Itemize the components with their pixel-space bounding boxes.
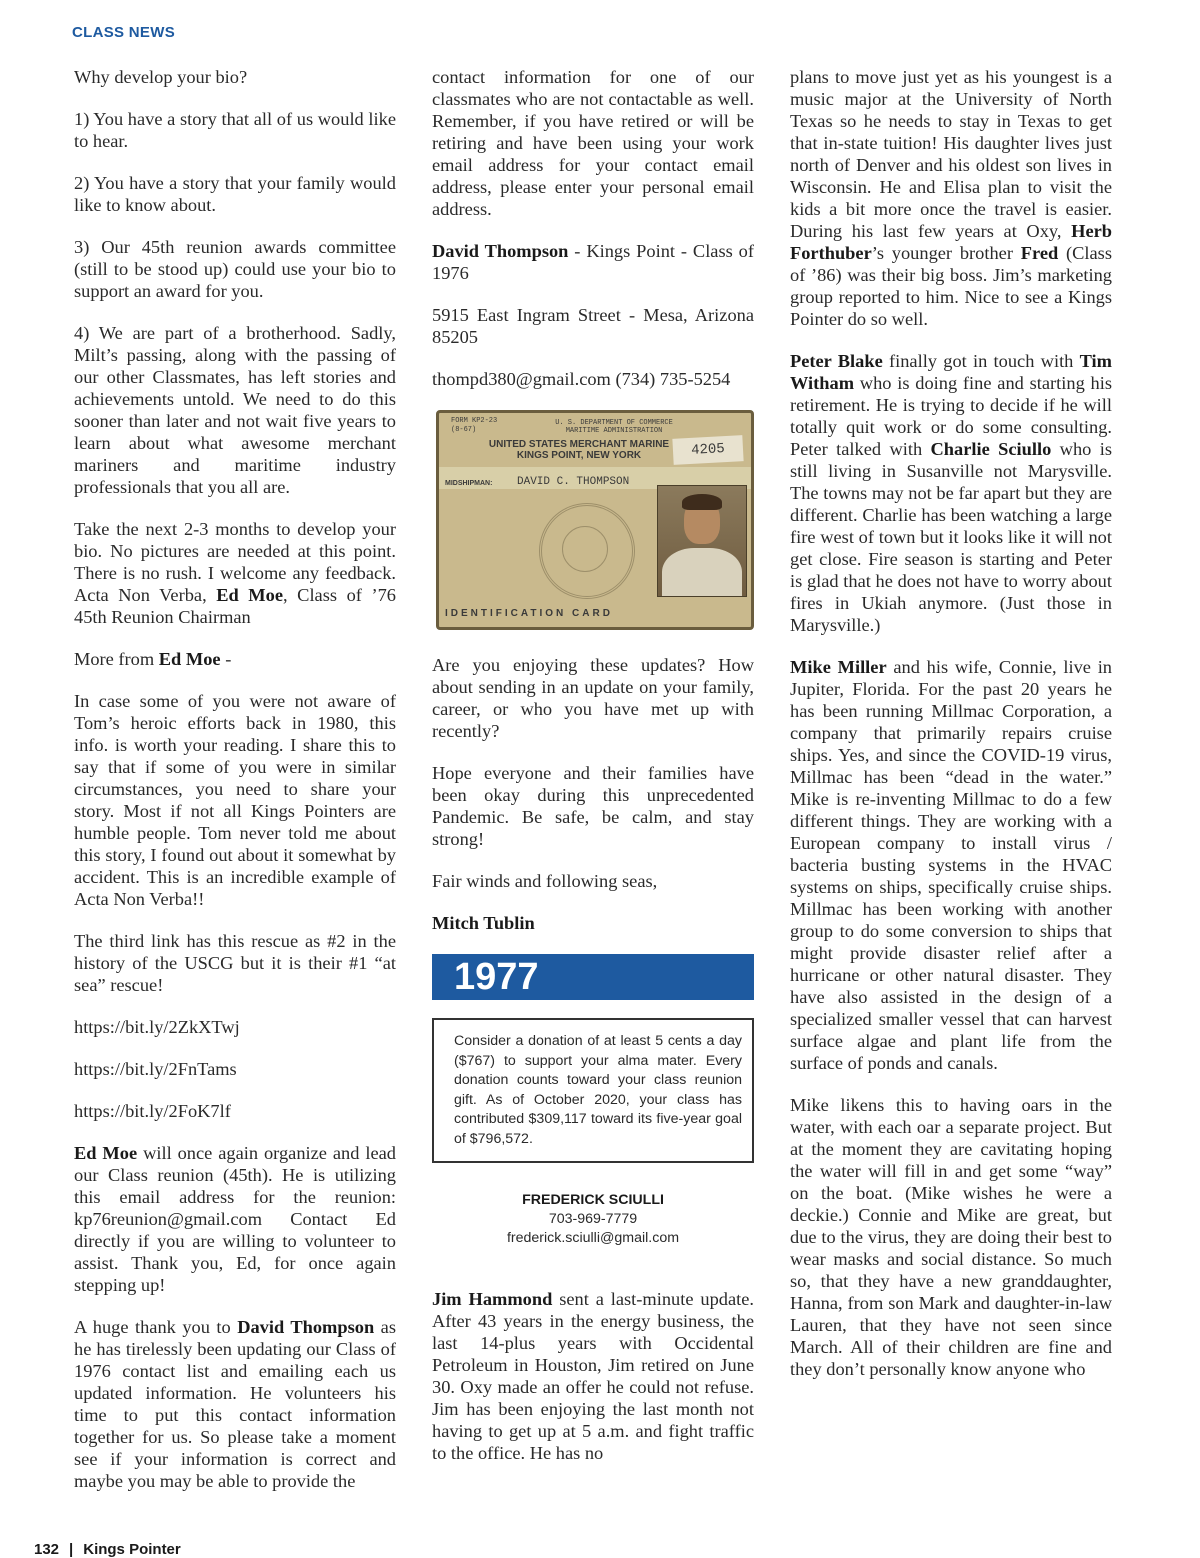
seal-icon — [539, 503, 635, 599]
paragraph: 1) You have a story that all of us would like to hear. — [74, 109, 396, 151]
paragraph: Why develop your bio? — [74, 67, 248, 87]
text-run: A huge thank you to — [74, 1317, 238, 1337]
paragraph — [74, 1142, 396, 1296]
section-header: CLASS NEWS — [72, 24, 176, 41]
paragraph: 4) We are part of a brotherhood. Sadly, Milt’s passing, along with the passing of our other Classmates, has left stories and achievements untold. We need to do this sooner than later and not wait five years to learn about what awesome merchant mariners and maritime industry professionals that you all are. — [74, 323, 396, 497]
link-2[interactable]: https://bit.ly/2FnTams — [74, 1059, 237, 1079]
text-run: who is still living in Susanville not Marysville. The towns may not be far apart but they are different. Charlie has been watching a large fire west of town but it looks like it will not get close. Fire season is starting and Peter is glad that he does not have to worry about fires in Ukiah anymore. (Just those in Marysville.) — [790, 439, 1112, 635]
paragraph — [790, 350, 1112, 636]
text-run: - Kings Point - Class of 1976 — [432, 241, 754, 283]
card-institution — [459, 439, 699, 461]
column-left — [74, 66, 396, 1512]
paragraph — [74, 518, 396, 628]
person-name: Herb Forthuber — [790, 221, 1112, 263]
text-run: Take the next 2-3 months to develop your bio. No pictures are needed at this point. There is no rush. I welcome any feedback. Acta Non Verba, — [74, 519, 396, 605]
card-name: DAVID C. THOMPSON — [517, 476, 630, 488]
paragraph — [790, 66, 1112, 330]
paragraph: Hope everyone and their families have been okay during this unprecedented Pandemic. Be safe, be calm, and stay strong! — [432, 763, 754, 849]
text-run: will once again organize and lead our Class reunion (45th). He is utilizing this email address for the reunion: kp76reunion@gmail.com Contact Ed directly if you are willing to volunteer to assist. Thank you, Ed, for once again stepping up! — [74, 1143, 396, 1295]
person-name: Ed Moe — [158, 649, 221, 669]
card-text: MARITIME ADMINISTRATION — [565, 427, 663, 435]
paragraph: In case some of you were not aware of Tom’s heroic efforts back in 1980, this info. is worth your reading. I share this to say that if some of you were in similar circumstances, you need to share your story. Most if not all Kings Pointers are humble people. Tom never told me about this story, I found out about it somewhat by accident. This is an incredible example of Acta Non Verba!! — [74, 691, 396, 909]
person-name: Peter Blake — [790, 351, 883, 371]
text-run: finally got in touch with — [882, 351, 1080, 371]
text-run: - — [220, 649, 232, 669]
contact-line: thompd380@gmail.com (734) 735-5254 — [432, 369, 731, 389]
footer-separator: | — [69, 1541, 74, 1558]
person-name: David Thompson — [432, 241, 569, 261]
portrait-hair — [682, 494, 722, 510]
paragraph: contact information for one of our classmates who are not contactable as well. Remember, if you have retired or will be retiring and have been using your work email address for your contact email address, please enter your personal email address. — [432, 67, 754, 219]
card-footer: IDENTIFICATION CARD — [445, 608, 613, 619]
text-run: plans to move just yet as his youngest is a music major at the University of North Texas so he needs to stay in Texas to get that in-state tuition! His daughter lives just north of Denver and his oldest son lives in Wisconsin. He and Elisa plan to visit the kids a bit more once the travel is easier. During his last few years at Oxy, — [790, 67, 1112, 241]
column-right — [790, 66, 1112, 1400]
publication-name: Kings Pointer — [83, 1541, 181, 1558]
paragraph: Fair winds and following seas, — [432, 871, 658, 891]
card-text: (8-67) — [451, 426, 477, 434]
person-name: Jim Hammond — [432, 1289, 553, 1309]
contact-email[interactable]: frederick.sciulli@gmail.com — [506, 1230, 680, 1246]
text-run: , Class of ’76 45th Reunion Chairman — [74, 585, 396, 627]
link-3[interactable]: https://bit.ly/2FoK7lf — [74, 1101, 231, 1121]
text-run: (Class of ’86) was their big boss. Jim’s marketing group reported to him. Nice to see a Kings Pointer do so well. — [790, 243, 1112, 329]
portrait-shoulders — [662, 548, 742, 597]
text-run: More from — [74, 649, 159, 669]
text-run: who is doing fine and starting his retirement. He is trying to decide if he will totally quit work or do some consulting. Peter talked with — [790, 373, 1112, 459]
paragraph: The third link has this rescue as #2 in the history of the USCG but it is their #1 “at sea” rescue! — [74, 931, 396, 995]
class-year-banner: 1977 — [432, 954, 754, 1000]
paragraph — [74, 1316, 396, 1492]
text-run: and his wife, Connie, live in Jupiter, Florida. For the past 20 years he has been running Millmac Corporation, a company that primarily repairs cruise ships. Yes, and since the COVID-19 virus, Millmac has been “dead in the water.” Mike is re-inventing Millmac to do a few different things. They are working with a European company to install virus / bacteria busting systems in the HVAC systems on ships, specifically cruise ships. Millmac has been working with another group to do some conversion to ships that might provide disaster relief after a hurricane or other natural disaster. They have also assisted in the design of a specialized smaller vessel that can harvest surface algae and plant life from the surface of ponds and canals. — [790, 657, 1113, 1073]
page-number: 132 — [34, 1541, 60, 1558]
card-text: U. S. DEPARTMENT OF COMMERCE — [555, 419, 673, 427]
link-1[interactable]: https://bit.ly/2ZkXTwj — [74, 1017, 240, 1037]
card-text: UNITED STATES MERCHANT MARINE — [488, 439, 670, 450]
paragraph: 2) You have a story that your family would like to know about. — [74, 173, 396, 215]
person-name: Mitch Tublin — [432, 913, 535, 933]
class-contact — [432, 1191, 754, 1248]
card-text: KINGS POINT, NEW YORK — [516, 450, 642, 461]
person-name: Fred — [1020, 243, 1059, 263]
text-run: as he has tirelessly been updating our Class of 1976 contact list and emailing each us updated information. He volunteers his time to put this contact information together for us. So please take a moment see if your information is correct and maybe you may be able to provide the — [74, 1317, 396, 1491]
card-form-label — [451, 417, 497, 435]
donation-box: Consider a donation of at least 5 cents a day ($767) to support your alma mater. Every donation counts toward your class reunion gift. As of October 2020, your class has contributed $309,117 toward its five-year goal of $796,572. — [432, 1018, 754, 1163]
person-name: David Thompson — [237, 1317, 375, 1337]
column-middle — [432, 66, 754, 1484]
contact-name: FREDERICK SCIULLI — [522, 1192, 664, 1208]
paragraph: 3) Our 45th reunion awards committee (still to be stood up) could use your bio to support an award for you. — [74, 237, 396, 301]
address: 5915 East Ingram Street - Mesa, Arizona 85205 — [432, 305, 754, 347]
card-text: FORM KP2-23 — [451, 417, 498, 425]
paragraph — [432, 240, 754, 284]
paragraph: Are you enjoying these updates? How about sending in an update on your family, career, or who you have met up with recently? — [432, 655, 754, 741]
text-run: ’s younger brother — [871, 243, 1021, 263]
paragraph — [790, 656, 1112, 1074]
page-footer — [34, 1541, 181, 1558]
paragraph — [432, 1288, 754, 1464]
paragraph: Mike likens this to having oars in the water, with each oar a separate project. But at the moment they are cavitating hoping the water will fill in and get some “way” on the boat. (Mike wishes he were a deckie.) Connie and Mike are great, but due to the virus, they are doing their best to wear masks and social distance. So much so, that they have a new granddaughter, Hanna, from son Mark and daughter-in-law Lauren, that they have not seen since March. All of their children are fine and they don’t personally know anyone who — [790, 1095, 1112, 1379]
card-midshipman-label: MIDSHIPMAN: — [445, 480, 493, 487]
portrait-photo — [657, 485, 747, 597]
card-department — [529, 419, 699, 435]
card-number: 4205 — [672, 435, 743, 465]
signature — [432, 912, 754, 934]
person-name: Tim Witham — [790, 351, 1112, 393]
person-name: Ed Moe — [216, 585, 284, 605]
person-name: Ed Moe — [74, 1143, 138, 1163]
paragraph — [74, 648, 396, 670]
id-card-photo — [436, 410, 754, 630]
person-name: Charlie Sciullo — [930, 439, 1052, 459]
person-name: Mike Miller — [790, 657, 887, 677]
contact-phone: 703-969-7779 — [548, 1211, 638, 1227]
text-run: sent a last-minute update. After 43 years in the energy business, the last 14-plus years with Occidental Petroleum in Houston, Jim retired on June 30. Oxy made an offer he could not refuse. Jim has been enjoying the last month not having to get up at 5 a.m. and fight traffic to the office. He has no — [432, 1289, 754, 1463]
